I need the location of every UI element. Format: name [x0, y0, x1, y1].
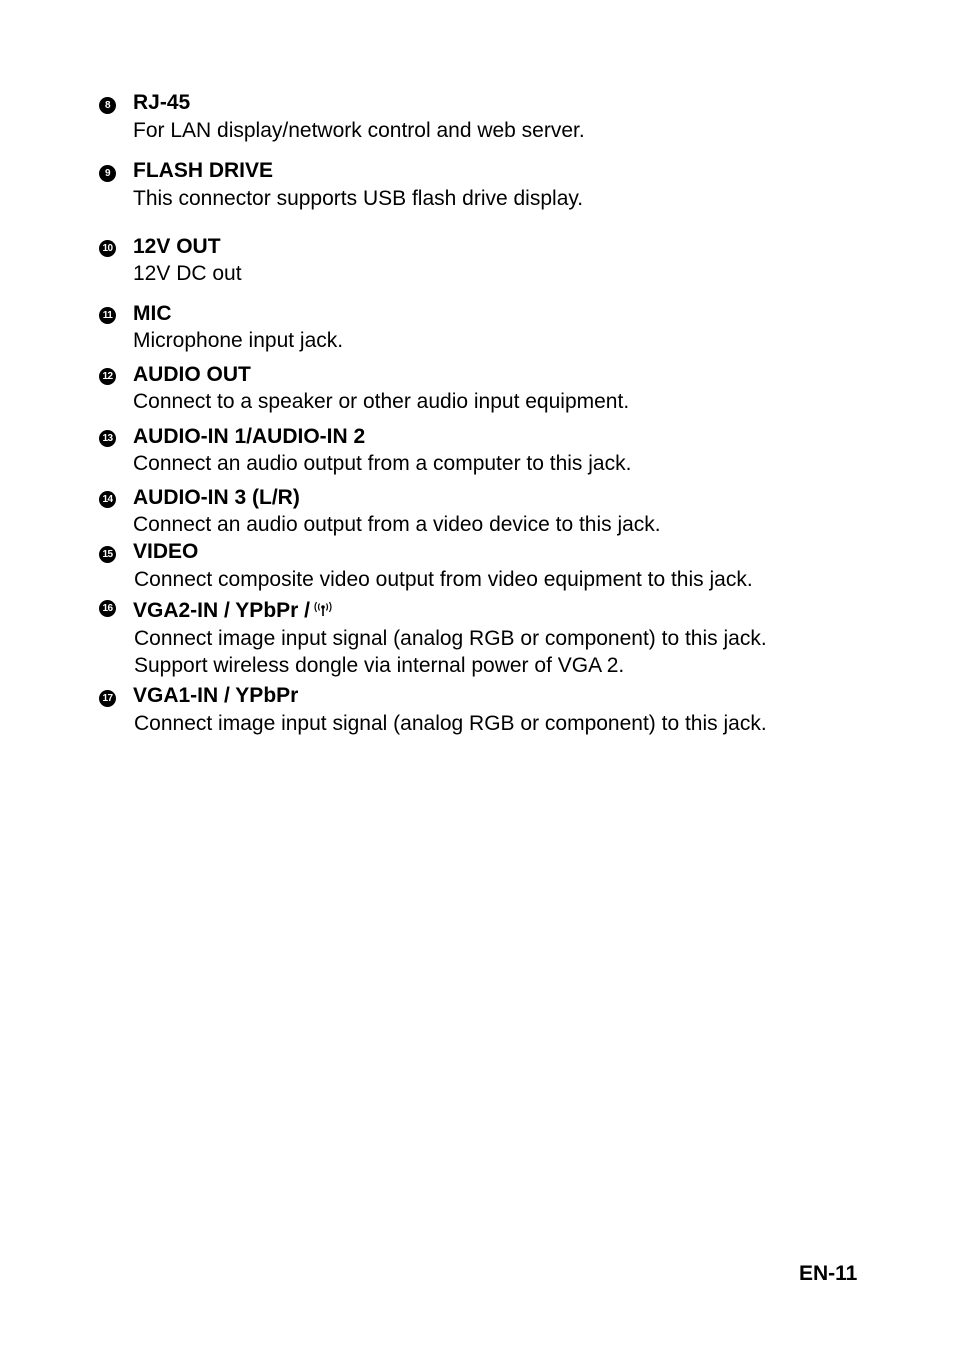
item-number-badge: 16: [99, 600, 116, 617]
item-title: AUDIO-IN 3 (L/R): [133, 486, 300, 509]
page-number: EN-11: [799, 1262, 858, 1285]
item-description: Connect an audio output from a video device to this jack.: [133, 513, 661, 536]
item-title: FLASH DRIVE: [133, 159, 274, 182]
item-title-text: VGA2-IN / YPbPr /: [133, 599, 310, 622]
item-title: 12V OUT: [133, 235, 221, 258]
item-title: AUDIO OUT: [133, 363, 251, 386]
item-description: For LAN display/network control and web server.: [133, 119, 585, 142]
item-title: MIC: [133, 302, 172, 325]
item-description: Connect composite video output from video equipment to this jack.: [134, 568, 753, 591]
item-description: Microphone input jack.: [133, 329, 344, 352]
item-description: Support wireless dongle via internal power of VGA 2.: [134, 654, 625, 677]
item-description: Connect image input signal (analog RGB or component) to this jack.: [134, 712, 767, 735]
item-description: Connect an audio output from a computer to this jack.: [133, 452, 632, 475]
item-number-badge: 11: [99, 307, 116, 324]
item-number-badge: 14: [99, 491, 116, 508]
item-number-badge: 13: [99, 430, 116, 447]
item-number-badge: 12: [99, 368, 116, 385]
item-description: This connector supports USB flash drive display.: [133, 187, 584, 210]
item-number-badge: 10: [99, 240, 116, 257]
item-title: [133, 598, 334, 624]
item-number-badge: 17: [99, 690, 116, 707]
item-description: Connect to a speaker or other audio input equipment.: [133, 390, 630, 413]
item-title: VIDEO: [133, 540, 199, 563]
item-description: Connect image input signal (analog RGB or component) to this jack.: [134, 627, 767, 650]
wireless-icon: [312, 601, 334, 617]
item-number-badge: 8: [99, 97, 116, 114]
item-title: AUDIO-IN 1/AUDIO-IN 2: [133, 425, 366, 448]
item-number-badge: 15: [99, 546, 116, 563]
item-description: 12V DC out: [133, 262, 242, 285]
item-title: RJ-45: [133, 91, 191, 114]
item-title: VGA1-IN / YPbPr: [133, 684, 299, 707]
item-number-badge: 9: [99, 165, 116, 182]
